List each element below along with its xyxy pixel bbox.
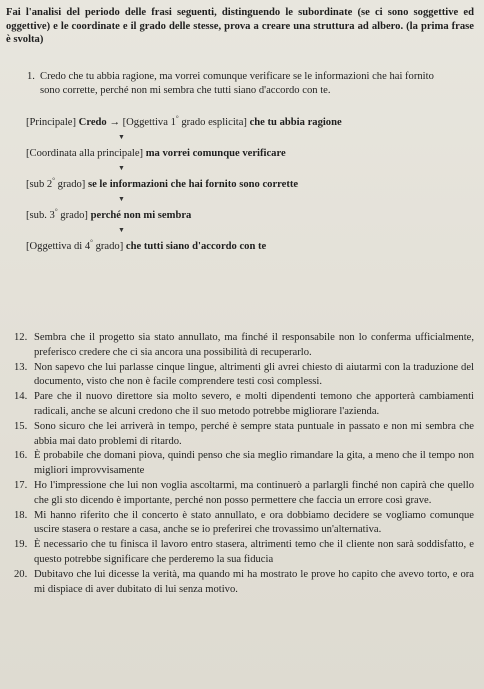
tree-node-sub3: [sub. 3° grado] perché non mi sembra <box>26 207 192 221</box>
tree-arrow-down-icon: ▼ <box>118 133 125 141</box>
tree-node-coordinata: [Coordinata alla principale] ma vorrei comunque verificare <box>26 148 286 159</box>
list-item: 13. Non sapevo che lui parlasse cinque lingue, altrimenti gli avrei chiesto di aiutarmi con la traduzione del documento, visto che non è facile comprendere testi così complessi. <box>14 361 474 388</box>
list-item: 17. Ho l'impressione che lui non voglia ascoltarmi, ma continuerò a parlargli finché non capirà che quello che gli sto dicendo è importante, perché non posso permettere che faccia un errore così grave. <box>14 479 474 506</box>
tree-arrow-down-icon: ▼ <box>118 164 125 172</box>
tree-arrow-down-icon: ▼ <box>118 195 125 203</box>
example-number: 1. <box>27 71 35 82</box>
example-text: Credo che tu abbia ragione, ma vorrei comunque verificare se le informazioni che hai fornito sono corrette, perché non mi sembra che tutti siano d'accordo con te. <box>40 71 434 96</box>
list-item: 20. Dubitavo che lui dicesse la verità, ma quando mi ha mostrato le prove ho capito che avevo torto, e ora mi dispiace di aver dubitato di lui senza motivo. <box>14 568 474 595</box>
list-item: 15. Sono sicuro che lei arriverà in tempo, perché è sempre stata puntuale in passato e non mi sembra che abbia mai dato problemi di ritardo. <box>14 420 474 447</box>
list-item: 19. È necessario che tu finisca il lavoro entro stasera, altrimenti temo che il cliente non sarà soddisfatto, e questo potrebbe significare che perderemo la sua fiducia <box>14 539 474 565</box>
example-sentence <box>27 70 456 98</box>
example-block <box>16 70 456 98</box>
exercise-list <box>14 331 474 597</box>
tree-node-sub2: [sub 2° grado] se le informazioni che hai fornito sono corrette <box>26 176 299 190</box>
list-item: 12. Sembra che il progetto sia stato annullato, ma finché il responsabile non lo conferma ufficialmente, preferisco credere che ci sia ancora una possibilità di recuperarlo. <box>14 332 474 358</box>
instructions: Fai l'analisi del periodo delle frasi seguenti, distinguendo le subordinate (se ci sono soggettive ed oggettive) e le coordinate e il grado delle stesse, prova a creare una struttura ad albero. (la prima frase è svolta) <box>6 7 474 45</box>
list-item: 18. Mi hanno riferito che il concerto è stato annullato, e ora dobbiamo decidere se vogliamo comunque uscire stasera o restare a casa, anche se io preferirei che trovassimo un'alternativa. <box>14 509 474 536</box>
list-item: 16. È probabile che domani piova, quindi penso che sia meglio rimandare la gita, a meno che il tempo non migliori improvvisamente <box>14 450 474 477</box>
analysis-tree <box>26 110 466 254</box>
tree-node-oggettiva4: [Oggettiva di 4° grado] che tutti siano d'accordo con te <box>26 238 267 252</box>
tree-node-principale: [Principale] Credo → [Oggettiva 1° grado esplicita] che tu abbia ragione <box>26 114 342 128</box>
list-item: 14. Pare che il nuovo direttore sia molto severo, e molti dipendenti temono che apporterà cambiamenti radicali, anche se alcuni credono che il suo metodo potrebbe migliorare l'azienda. <box>14 391 474 417</box>
tree-arrow-down-icon: ▼ <box>118 226 125 234</box>
